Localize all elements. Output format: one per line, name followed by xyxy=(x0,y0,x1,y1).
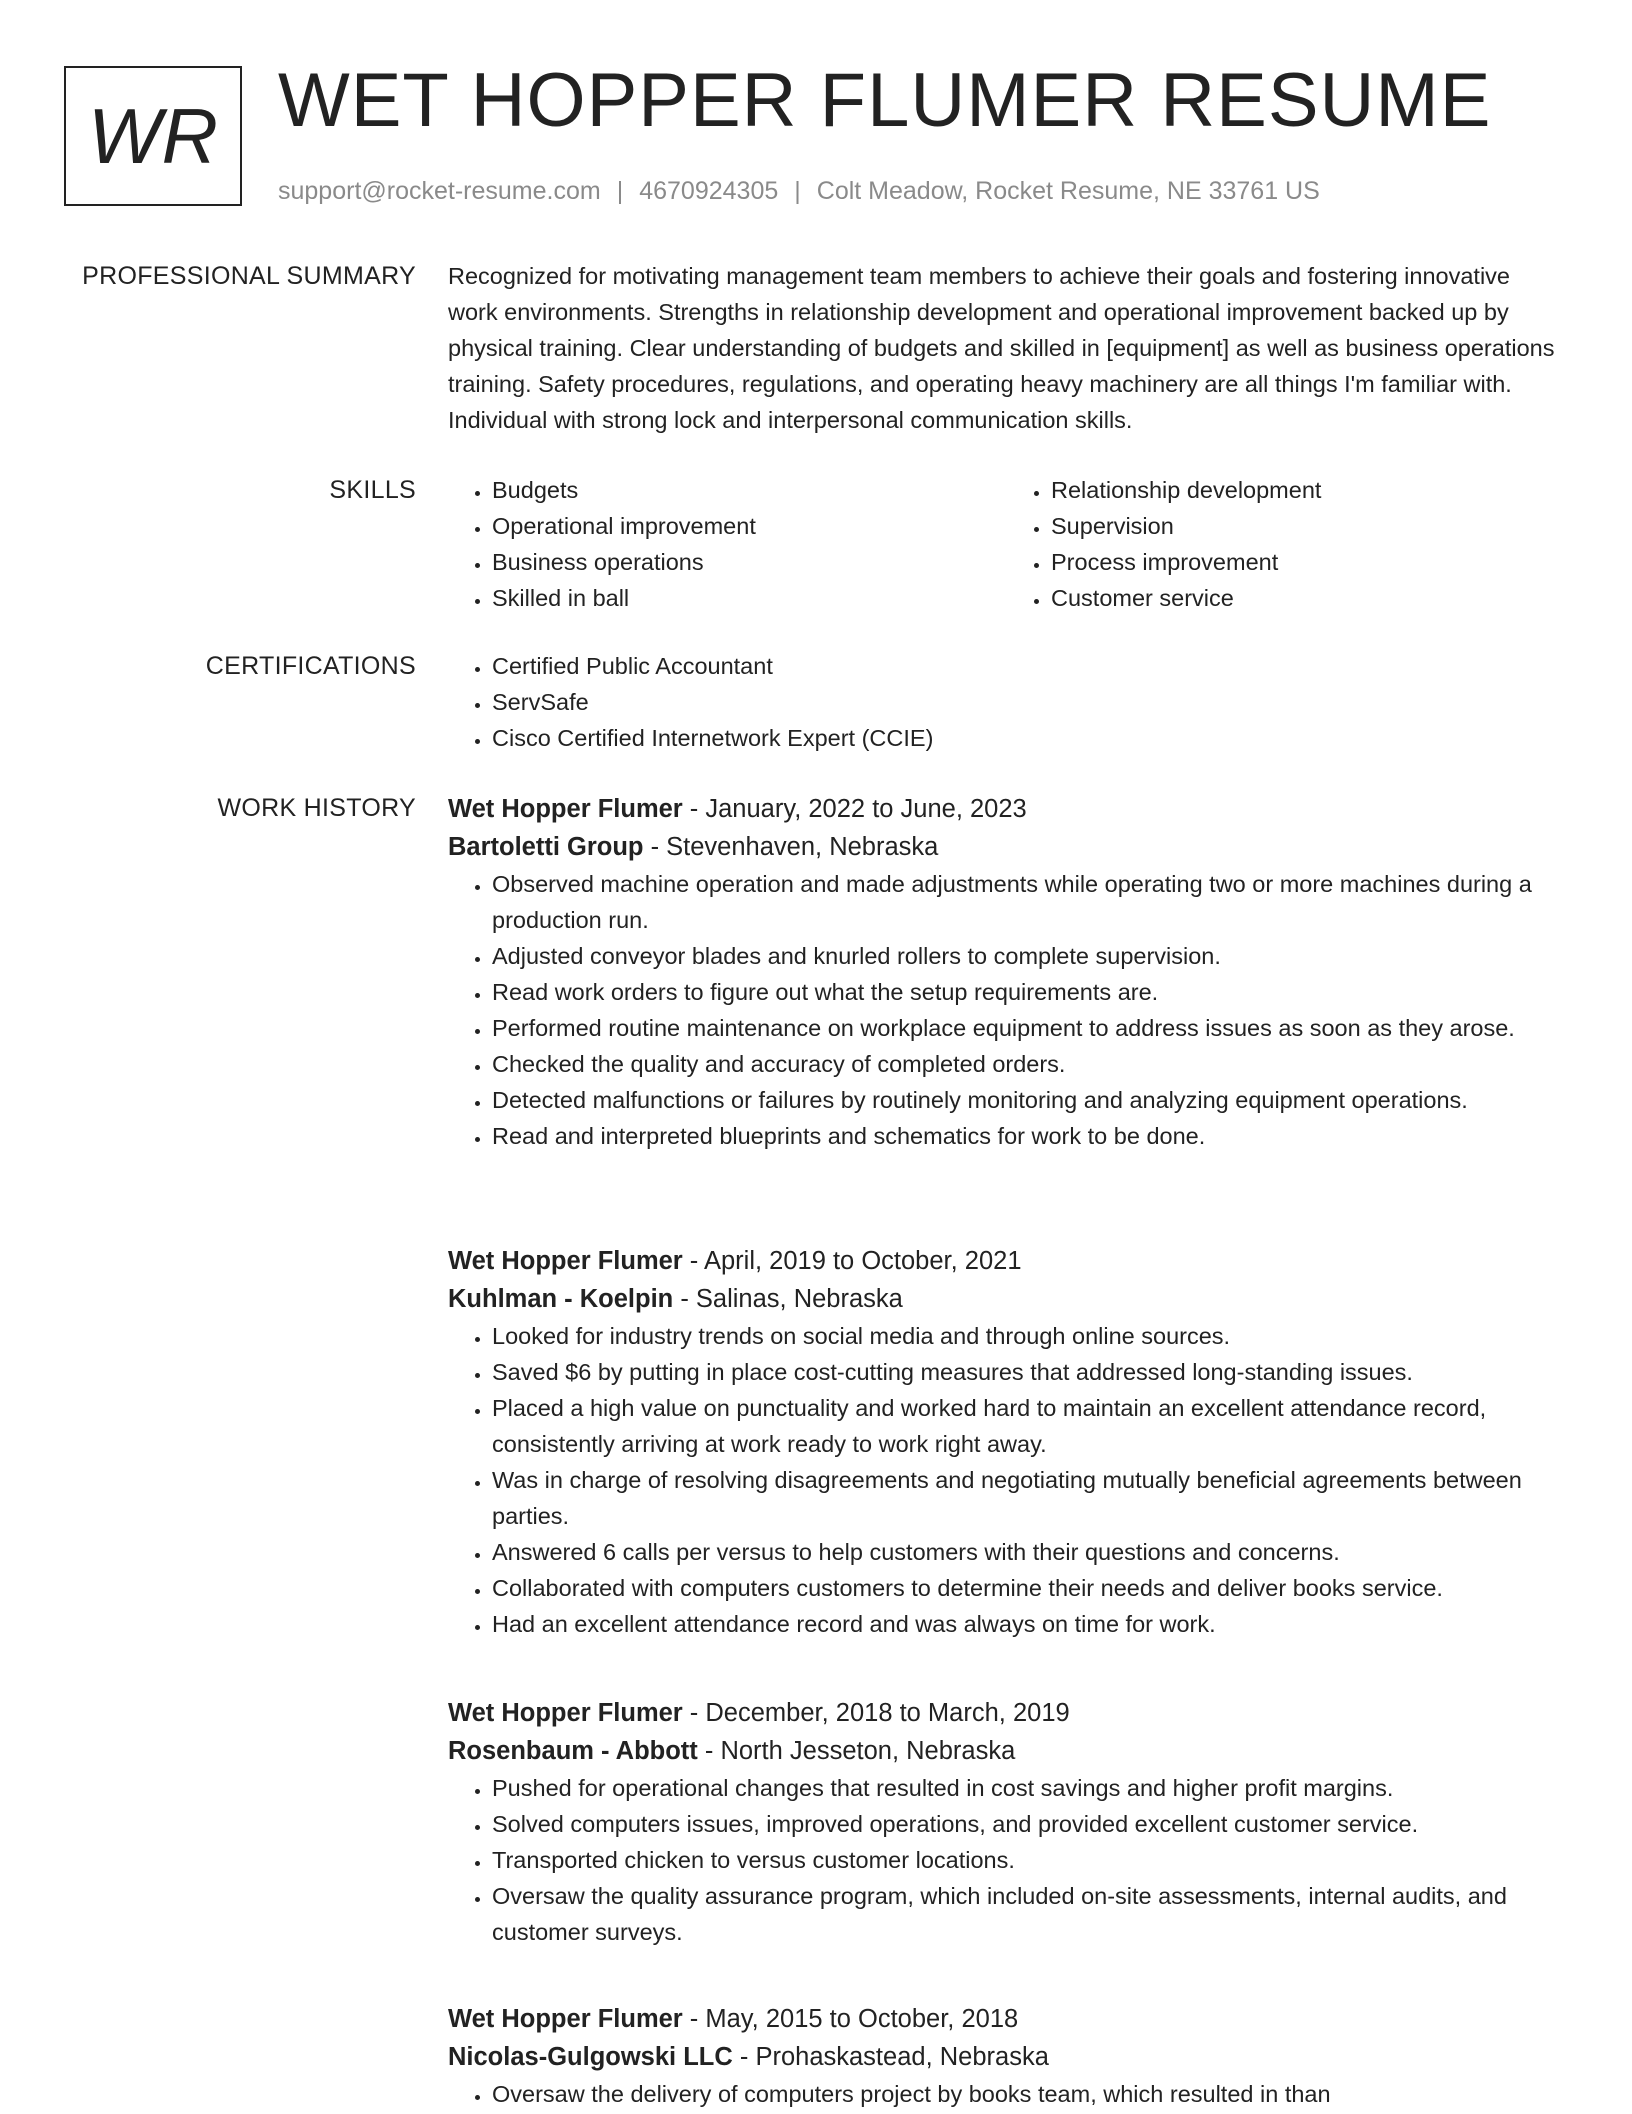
job-title-line xyxy=(448,790,1566,828)
list-item: • Certified Public Accountant xyxy=(492,648,1566,684)
job-title: Wet Hopper Flumer xyxy=(448,795,683,823)
certifications-body xyxy=(448,648,1566,756)
job-dates: - May, 2015 to October, 2018 xyxy=(682,2005,1019,2033)
list-item: • Transported chicken to versus customer locations. xyxy=(492,1842,1566,1878)
list-item: • Customer service xyxy=(1051,580,1566,616)
list-item: • Oversaw the quality assurance program, which included on-site assessments, internal audits, and customer surveys. xyxy=(492,1878,1566,1950)
summary-body xyxy=(448,258,1566,438)
section-label: CERTIFICATIONS xyxy=(205,652,416,680)
list-item: • Relationship development xyxy=(1051,472,1566,508)
job-company: Nicolas-Gulgowski LLC xyxy=(448,2043,733,2071)
list-item: • Solved computers issues, improved operations, and provided excellent customer service. xyxy=(492,1806,1566,1842)
job-title: Wet Hopper Flumer xyxy=(448,1699,683,1727)
monogram: WR xyxy=(64,66,242,206)
list-item: • ServSafe xyxy=(492,684,1566,720)
job-location: - Salinas, Nebraska xyxy=(673,1285,903,1313)
job-company: Kuhlman - Koelpin xyxy=(448,1285,674,1313)
job-title: Wet Hopper Flumer xyxy=(448,2005,683,2033)
separator: | xyxy=(794,177,801,205)
list-item: • Adjusted conveyor blades and knurled rollers to complete supervision. xyxy=(492,938,1566,974)
list-item: • Skilled in ball xyxy=(492,580,1007,616)
separator: | xyxy=(616,177,624,205)
job-entry xyxy=(448,790,1566,1154)
list-item: • Oversaw the delivery of computers project by books team, which resulted in than xyxy=(492,2076,1566,2112)
job-entry xyxy=(448,1242,1566,1642)
list-item: • Process improvement xyxy=(1051,544,1566,580)
list-item: • Read work orders to figure out what the setup requirements are. xyxy=(492,974,1566,1010)
list-item: • Cisco Certified Internetwork Expert (CCIE) xyxy=(492,720,1566,756)
skills-list xyxy=(448,472,1566,616)
section-label: SKILLS xyxy=(329,476,416,504)
skills-column-left xyxy=(448,472,1007,616)
job-dates: - April, 2019 to October, 2021 xyxy=(682,1247,1022,1275)
contact-address: Colt Meadow, Rocket Resume, NE 33761 US xyxy=(816,177,1320,205)
list-item: • Detected malfunctions or failures by routinely monitoring and analyzing equipment operations. xyxy=(492,1082,1566,1118)
job-duties xyxy=(448,1318,1566,1642)
job-company-line xyxy=(448,2038,1566,2076)
job-location: - Stevenhaven, Nebraska xyxy=(643,833,939,861)
list-item: • Operational improvement xyxy=(492,508,1007,544)
list-item: • Answered 6 calls per versus to help customers with their questions and concerns. xyxy=(492,1534,1566,1570)
job-company-line xyxy=(448,1280,1566,1318)
list-item: • Read and interpreted blueprints and schematics for work to be done. xyxy=(492,1118,1566,1154)
list-item: • Budgets xyxy=(492,472,1007,508)
list-item: • Supervision xyxy=(1051,508,1566,544)
resume-title: WET HOPPER FLUMER RESUME xyxy=(278,58,1492,143)
list-item: • Checked the quality and accuracy of completed orders. xyxy=(492,1046,1566,1082)
list-item: • Looked for industry trends on social media and through online sources. xyxy=(492,1318,1566,1354)
job-duties xyxy=(448,866,1566,1154)
list-item: • Observed machine operation and made adjustments while operating two or more machines during a production run. xyxy=(492,866,1566,938)
job-location: - Prohaskastead, Nebraska xyxy=(732,2043,1049,2071)
list-item: • Performed routine maintenance on workplace equipment to address issues as soon as they arose. xyxy=(492,1010,1566,1046)
job-title-line xyxy=(448,2000,1566,2038)
job-title-line xyxy=(448,1694,1566,1732)
job-title: Wet Hopper Flumer xyxy=(448,1247,683,1275)
list-item: • Pushed for operational changes that resulted in cost savings and higher profit margins. xyxy=(492,1770,1566,1806)
job-company: Bartoletti Group xyxy=(448,833,644,861)
job-location: - North Jesseton, Nebraska xyxy=(697,1737,1016,1765)
section-label: WORK HISTORY xyxy=(217,794,416,822)
job-company-line xyxy=(448,828,1566,866)
section-label: PROFESSIONAL SUMMARY xyxy=(82,262,416,290)
list-item: • Business operations xyxy=(492,544,1007,580)
list-item: • Collaborated with computers customers to determine their needs and deliver books service. xyxy=(492,1570,1566,1606)
job-dates: - December, 2018 to March, 2019 xyxy=(682,1699,1070,1727)
list-item: • Placed a high value on punctuality and worked hard to maintain an excellent attendance record, consistently arriving at work ready to work right away. xyxy=(492,1390,1566,1462)
summary-text: Recognized for motivating management team members to achieve their goals and fostering innovative work environments. Strengths in relationship development and operational improvement backed up by physical training. Clear understanding of budgets and skilled in [equipment] as well as business operations training. Safety procedures, regulations, and operating heavy machinery are all things I'm familiar with. Individual with strong lock and interpersonal communication skills. xyxy=(448,263,1555,433)
job-company: Rosenbaum - Abbott xyxy=(448,1737,698,1765)
job-duties xyxy=(448,2076,1566,2112)
skills-column-right xyxy=(1007,472,1566,616)
list-item: • Was in charge of resolving disagreements and negotiating mutually beneficial agreements between parties. xyxy=(492,1462,1566,1534)
contact-email[interactable]: support@rocket-resume.com xyxy=(278,177,601,205)
job-dates: - January, 2022 to June, 2023 xyxy=(682,795,1027,823)
certifications-list xyxy=(448,648,1566,756)
job-entry xyxy=(448,1694,1566,1950)
contact-line xyxy=(278,174,1320,208)
job-entry xyxy=(448,2000,1566,2112)
contact-phone: 4670924305 xyxy=(639,177,779,205)
list-item: • Had an excellent attendance record and was always on time for work. xyxy=(492,1606,1566,1642)
list-item: • Saved $6 by putting in place cost-cutting measures that addressed long-standing issues. xyxy=(492,1354,1566,1390)
job-duties xyxy=(448,1770,1566,1950)
job-title-line xyxy=(448,1242,1566,1280)
job-company-line xyxy=(448,1732,1566,1770)
